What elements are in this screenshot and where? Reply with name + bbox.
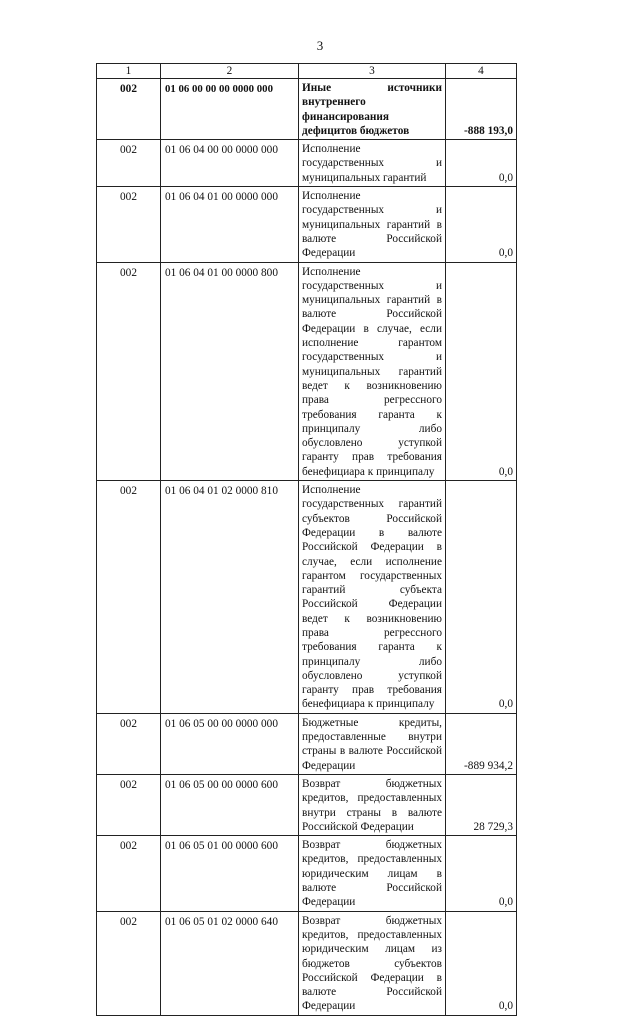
admin-code-cell: 002 (97, 836, 161, 911)
source-name-cell: Иные источники внутреннего финансирования дефицитов бюджетов (299, 79, 446, 140)
table-row (97, 187, 517, 262)
amount-cell: 0,0 (446, 481, 517, 714)
budget-code-cell: 01 06 05 01 02 0000 640 (161, 911, 299, 1015)
table-row (97, 774, 517, 835)
admin-code-cell: 002 (97, 774, 161, 835)
table-row (97, 262, 517, 480)
sources-table (96, 63, 517, 1016)
budget-code-cell: 01 06 05 01 00 0000 600 (161, 836, 299, 911)
source-name-cell: Исполнение государственных и муниципальных гарантий в валюте Российской Федерации (299, 187, 446, 262)
amount-cell: -889 934,2 (446, 713, 517, 774)
source-name-cell: Исполнение государственных и муниципальных гарантий (299, 140, 446, 187)
column-number-2: 2 (161, 64, 299, 79)
budget-code-cell: 01 06 04 01 00 0000 000 (161, 187, 299, 262)
source-name-cell: Бюджетные кредиты, предоставленные внутри страны в валюте Российской Федерации (299, 713, 446, 774)
amount-cell: -888 193,0 (446, 79, 517, 140)
admin-code-cell: 002 (97, 262, 161, 480)
source-name-cell: Возврат бюджетных кредитов, предоставленных юридическим лицам из бюджетов субъектов Российской Федерации в валюте Российской Федерации (299, 911, 446, 1015)
table-row (97, 481, 517, 714)
table-body (97, 64, 517, 1016)
amount-cell: 0,0 (446, 262, 517, 480)
admin-code-cell: 002 (97, 79, 161, 140)
budget-code-cell: 01 06 05 00 00 0000 000 (161, 713, 299, 774)
column-number-3: 3 (299, 64, 446, 79)
admin-code-cell: 002 (97, 481, 161, 714)
column-number-row (97, 64, 517, 79)
source-name-cell: Исполнение государственных гарантий субъектов Российской Федерации в валюте Российской Федерации в случае, если исполнение гарантом государственных гарантий субъекта Российской Федерации ведет к возникновению права регрессного требования гаранта к принципалу либо обусловлено уступкой гаранту прав требования бенефициара к принципалу (299, 481, 446, 714)
admin-code-cell: 002 (97, 187, 161, 262)
page-number: 3 (316, 38, 324, 53)
table-row (97, 911, 517, 1015)
admin-code-cell: 002 (97, 713, 161, 774)
table-row (97, 836, 517, 911)
amount-cell: 0,0 (446, 836, 517, 911)
source-name-cell: Возврат бюджетных кредитов, предоставленных юридическим лицам в валюте Российской Федерации (299, 836, 446, 911)
budget-code-cell: 01 06 04 01 02 0000 810 (161, 481, 299, 714)
source-name-cell: Возврат бюджетных кредитов, предоставленных внутри страны в валюте Российской Федерации (299, 774, 446, 835)
amount-cell: 0,0 (446, 187, 517, 262)
amount-cell: 0,0 (446, 140, 517, 187)
budget-code-cell: 01 06 00 00 00 0000 000 (161, 79, 299, 140)
column-number-4: 4 (446, 64, 517, 79)
amount-cell: 28 729,3 (446, 774, 517, 835)
column-number-1: 1 (97, 64, 161, 79)
source-name-cell: Исполнение государственных и муниципальных гарантий в валюте Российской Федерации в случае, если исполнение гарантом государственных и муниципальных гарантий ведет к возникновению права регрессного требования гаранта к принципалу либо обусловлено уступкой гаранту прав требования бенефициара к принципалу (299, 262, 446, 480)
budget-code-cell: 01 06 05 00 00 0000 600 (161, 774, 299, 835)
admin-code-cell: 002 (97, 911, 161, 1015)
table-row (97, 713, 517, 774)
budget-code-cell: 01 06 04 01 00 0000 800 (161, 262, 299, 480)
table-row (97, 140, 517, 187)
admin-code-cell: 002 (97, 140, 161, 187)
budget-code-cell: 01 06 04 00 00 0000 000 (161, 140, 299, 187)
amount-cell: 0,0 (446, 911, 517, 1015)
table-row (97, 79, 517, 140)
